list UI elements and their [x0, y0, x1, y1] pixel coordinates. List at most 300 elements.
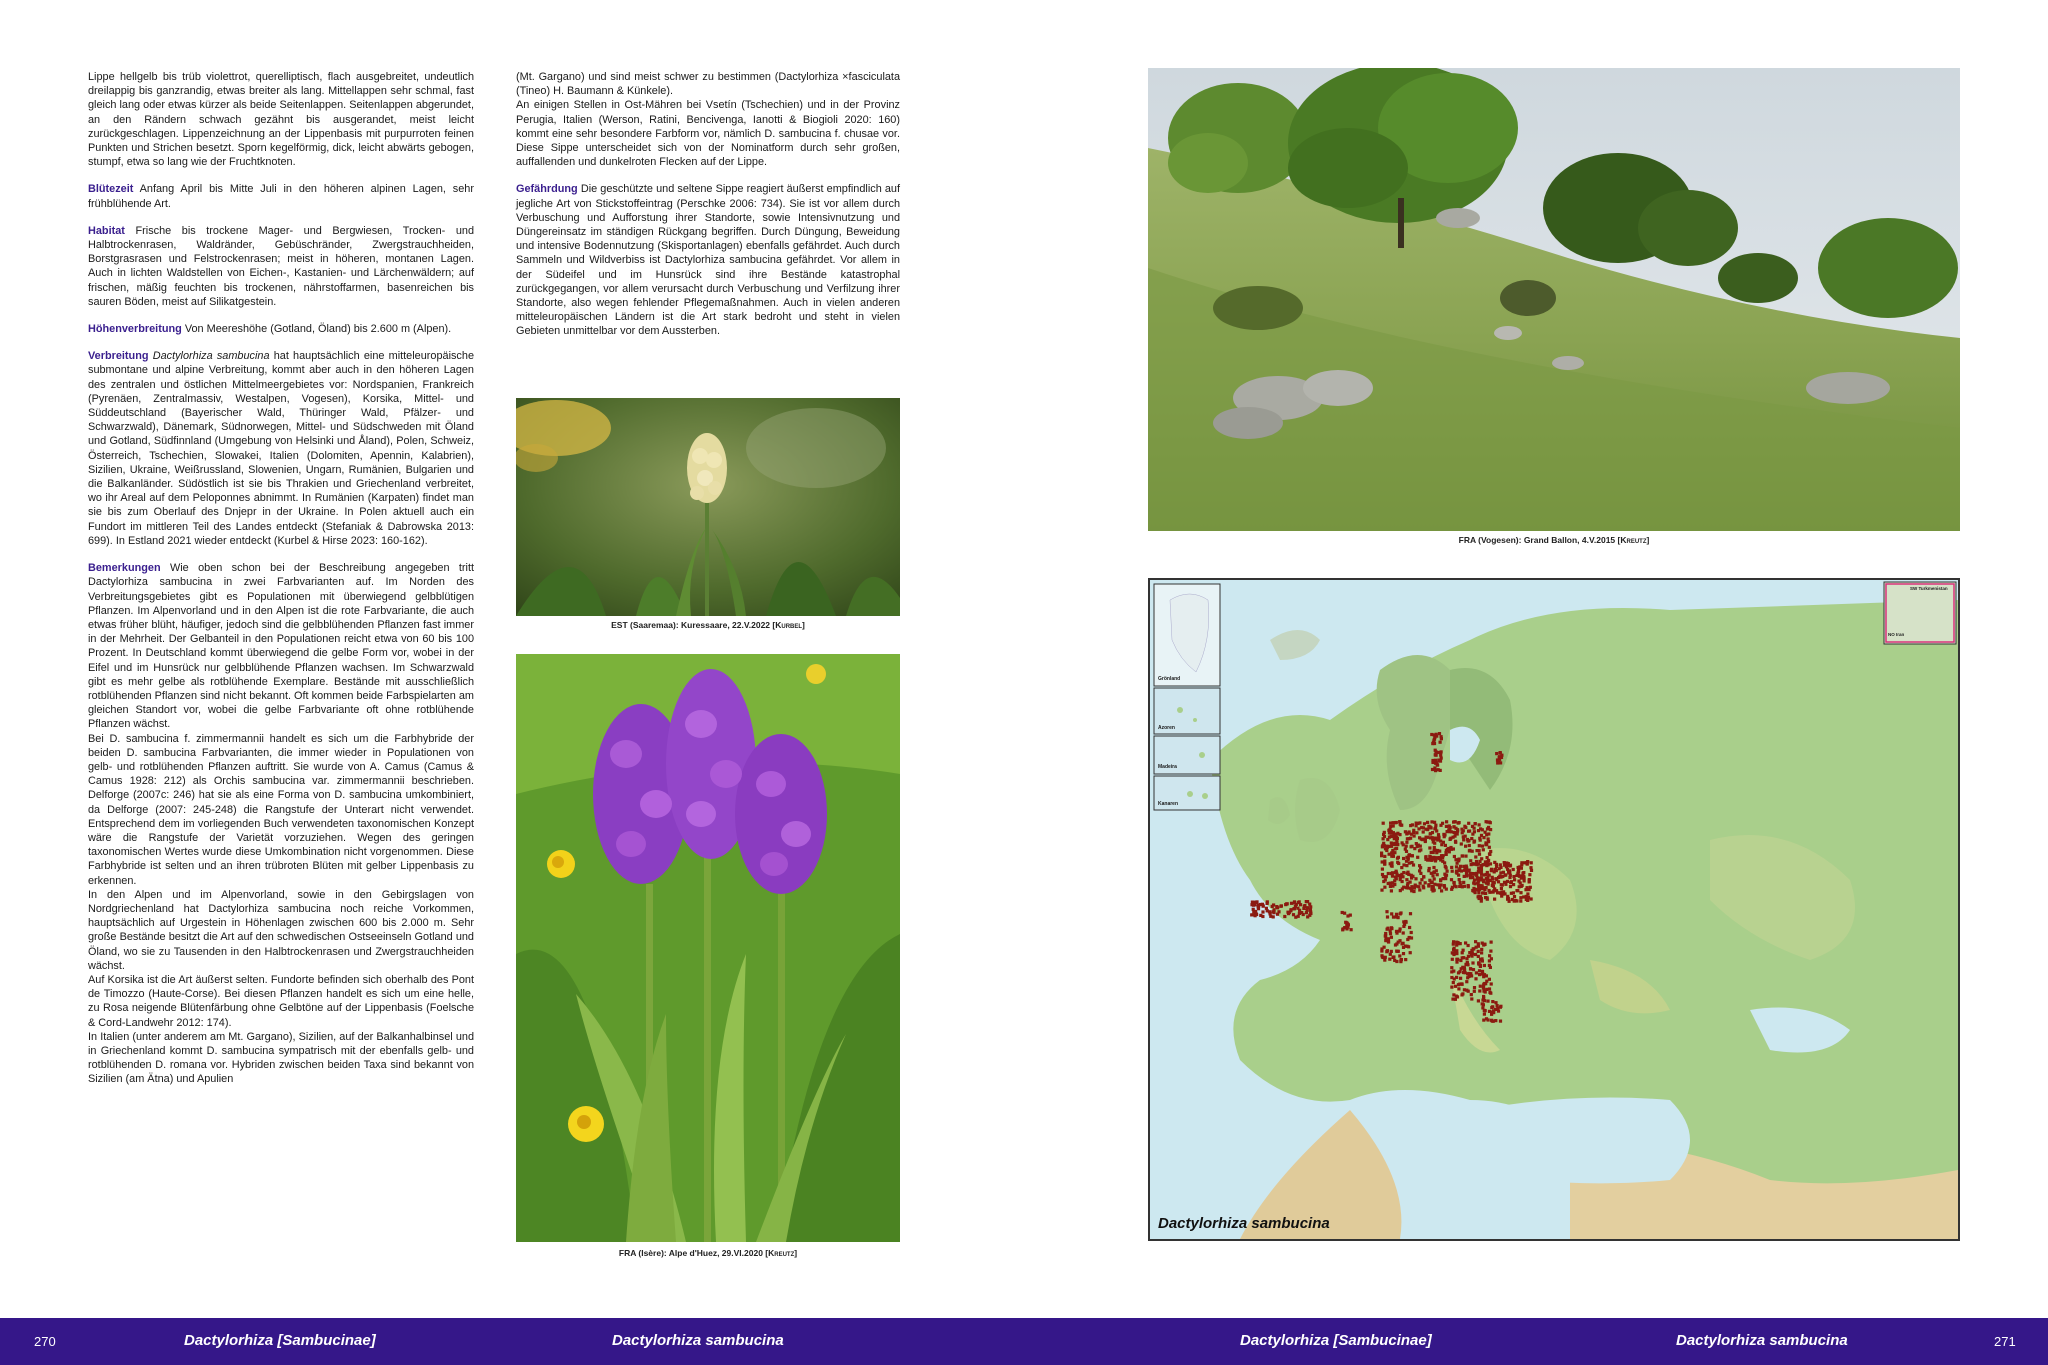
- occurrence-dot: [1458, 885, 1461, 888]
- occurrence-dot: [1279, 905, 1282, 908]
- occurrence-dot: [1482, 943, 1485, 946]
- occurrence-dot: [1457, 983, 1460, 986]
- occurrence-dot: [1512, 875, 1515, 878]
- occurrence-dot: [1519, 891, 1522, 894]
- occurrence-dot: [1467, 885, 1470, 888]
- bemerkungen-text-2: Bei D. sambucina f. zimmermannii handelt es sich um die Farbhybride der beiden D. sambucina Farbvarianten, die immer wieder in Populationen von gelb- und rotblühenden Pflanzen auftritt. Sie wurde von A. Camus (Camus & Camus 1928: 212) als Orchis sambucina var. zimmermannii beschrieben. Delforge (2007c: 246) hat sie als eine Forma von D. sambucina umkombiniert, da Delforge (2007: 245-248) die Rangstufe der Unterart nicht verwendet. Entsprechend dem im vorliegenden Buch verwendeten taxonomischen Konzept wäre die Rangstufe der Varietät vorzuziehen. Wegen des geringen taxonomischen Wertes wurde diese Umkombination nicht vorgenommen. Diese Farbhybride ist selten und an ihren trübroten Blüten mit gelber Lippenbasis zu erkennen.: [88, 732, 474, 887]
- occurrence-dot: [1383, 835, 1386, 838]
- occurrence-dot: [1381, 868, 1384, 871]
- occurrence-dot: [1522, 895, 1525, 898]
- occurrence-dot: [1451, 998, 1454, 1001]
- occurrence-dot: [1460, 828, 1463, 831]
- bluetezeit-paragraph: [88, 182, 474, 210]
- occurrence-dot: [1512, 868, 1515, 871]
- occurrence-dot: [1382, 822, 1385, 825]
- verbreitung-text: hat hauptsächlich eine mitteleuropäische submontane und alpine Verbreitung, kommt aber auch in den höheren Lagen des zentralen und östlichen Mittelmeergebietes vor: Nordspanien, Frankreich (Pyrenäen, Zentralmassiv, Westalpen, Vogesen), Korsika, Mittel- und Süddeutschland (Bayerischer Wald, Thüringer Wald, Pfälzer- und Schwarzwald), Dänemark, Südnorwegen, Mittel- und Südschweden mit Öland und Gotland, Südfinnland (Umgebung von Helsinki und Åland), Polen, Schweiz, Österreich, Tschechien, Slowakei, Italien (Dolomiten, Apennin, Kalabrien), Sizilien, Ukraine, Weißrussland, Slowenien, Ungarn, Rumänien, Bulgarien und die Balkanländer. Südöstlich ist sie bis Thrakien und Griechenland verbreitet, wo ihr Areal auf dem Peloponnes abnimmt. In Rumänien (Karpaten) findet man sie bis zum Oberlauf des Dnjepr in der Ukraine. In Polen aktuell auch ein Fundort im mittleren Teil des Landes entdeckt (Stefaniak & Dabrowska 2013: 699). In Estland 2021 wieder entdeckt (Kurbel & Hirse 2023: 160-162).: [88, 350, 474, 547]
- occurrence-dot: [1517, 871, 1520, 874]
- occurrence-dot: [1526, 862, 1529, 865]
- occurrence-dot: [1498, 758, 1501, 761]
- occurrence-dot: [1478, 844, 1481, 847]
- occurrence-dot: [1436, 873, 1439, 876]
- occurrence-dot: [1293, 907, 1296, 910]
- occurrence-dot: [1452, 948, 1455, 951]
- occurrence-dot: [1526, 892, 1529, 895]
- occurrence-dot: [1491, 1005, 1494, 1008]
- occurrence-dot: [1465, 872, 1468, 875]
- occurrence-dot: [1397, 941, 1400, 944]
- occurrence-dot: [1402, 857, 1405, 860]
- occurrence-dot: [1461, 831, 1464, 834]
- occurrence-dot: [1518, 885, 1521, 888]
- occurrence-dot: [1495, 863, 1498, 866]
- occurrence-dot: [1479, 985, 1482, 988]
- occurrence-dot: [1438, 732, 1441, 735]
- occurrence-dot: [1499, 1006, 1502, 1009]
- occurrence-dot: [1385, 910, 1388, 913]
- occurrence-dot: [1398, 954, 1401, 957]
- bluetezeit-text: Anfang April bis Mitte Juli in den höheren alpinen Lagen, sehr frühblühende Art.: [88, 183, 474, 210]
- occurrence-dot: [1481, 886, 1484, 889]
- occurrence-dot: [1469, 859, 1472, 862]
- occurrence-dot: [1476, 881, 1479, 884]
- verbreitung-heading: Verbreitung: [88, 350, 149, 363]
- occurrence-dot: [1492, 881, 1495, 884]
- occurrence-dot: [1276, 913, 1279, 916]
- occurrence-dot: [1410, 931, 1413, 934]
- occurrence-dot: [1515, 899, 1518, 902]
- occurrence-dot: [1254, 911, 1257, 914]
- occurrence-dot: [1380, 889, 1383, 892]
- occurrence-dot: [1434, 759, 1437, 762]
- occurrence-dot: [1408, 862, 1411, 865]
- occurrence-dot: [1443, 886, 1446, 889]
- occurrence-dot: [1401, 942, 1404, 945]
- occurrence-dot: [1465, 989, 1468, 992]
- occurrence-dot: [1480, 857, 1483, 860]
- occurrence-dot: [1496, 1004, 1499, 1007]
- occurrence-dot: [1464, 845, 1467, 848]
- occurrence-dot: [1478, 853, 1481, 856]
- occurrence-dot: [1433, 736, 1436, 739]
- caption-meadow: FRA (Vogesen): Grand Ballon, 4.V.2015 [Kreutz]: [1458, 535, 1650, 545]
- occurrence-dot: [1474, 940, 1477, 943]
- occurrence-dot: [1451, 958, 1454, 961]
- occurrence-dot: [1473, 840, 1476, 843]
- occurrence-dot: [1433, 877, 1436, 880]
- occurrence-dot: [1477, 999, 1480, 1002]
- gefaehrdung-heading: Gefährdung: [516, 183, 578, 196]
- occurrence-dot: [1424, 881, 1427, 884]
- occurrence-dot: [1509, 885, 1512, 888]
- occurrence-dot: [1391, 885, 1394, 888]
- occurrence-dot: [1488, 959, 1491, 962]
- occurrence-dot: [1475, 971, 1478, 974]
- occurrence-dot: [1418, 888, 1421, 891]
- occurrence-dot: [1480, 951, 1483, 954]
- occurrence-dot: [1406, 837, 1409, 840]
- occurrence-dot: [1470, 873, 1473, 876]
- occurrence-dot: [1386, 949, 1389, 952]
- occurrence-dot: [1434, 824, 1437, 827]
- occurrence-dot: [1461, 854, 1464, 857]
- occurrence-dot: [1383, 855, 1386, 858]
- occurrence-dot: [1450, 966, 1453, 969]
- occurrence-dot: [1433, 846, 1436, 849]
- occurrence-dot: [1513, 895, 1516, 898]
- occurrence-dot: [1422, 830, 1425, 833]
- text-column-2: [516, 70, 900, 352]
- occurrence-dot: [1437, 833, 1440, 836]
- occurrence-dot: [1465, 980, 1468, 983]
- occurrence-dot: [1489, 862, 1492, 865]
- occurrence-dot: [1405, 850, 1408, 853]
- occurrence-dot: [1478, 969, 1481, 972]
- occurrence-dot: [1397, 862, 1400, 865]
- occurrence-dot: [1484, 896, 1487, 899]
- occurrence-dot: [1396, 837, 1399, 840]
- occurrence-dot: [1442, 841, 1445, 844]
- occurrence-dot: [1382, 880, 1385, 883]
- occurrence-dot: [1410, 889, 1413, 892]
- occurrence-dot: [1411, 823, 1414, 826]
- occurrence-dot: [1475, 863, 1478, 866]
- occurrence-dot: [1471, 833, 1474, 836]
- footer-species-right: Dactylorhiza sambucina: [1676, 1332, 1848, 1349]
- occurrence-dot: [1455, 949, 1458, 952]
- occurrence-dot: [1265, 907, 1268, 910]
- occurrence-dot: [1493, 887, 1496, 890]
- occurrence-dot: [1530, 861, 1533, 864]
- verbreitung-species: Dactylorhiza sambucina: [152, 350, 270, 363]
- occurrence-dot: [1461, 966, 1464, 969]
- occurrence-dot: [1289, 908, 1292, 911]
- occurrence-dot: [1341, 911, 1344, 914]
- occurrence-dot: [1462, 881, 1465, 884]
- occurrence-dot: [1392, 824, 1395, 827]
- occurrence-dot: [1433, 821, 1436, 824]
- farbform-text: An einigen Stellen in Ost-Mähren bei Vsetín (Tschechien) und in der Provinz Perugia, Italien (Werson, Ratini, Bencivenga, Ianotti & Biogioli 2020: 160) kommt eine sehr besondere Farbform vor, nämlich D. sambucina f. chusae vor. Diese Sippe unterscheidet sich von der Nominatform durch sehr großen, auffallenden und dunkelroten Flecken auf der Lippe.: [516, 99, 900, 169]
- occurrence-dot: [1342, 927, 1345, 930]
- occurrence-dot: [1309, 905, 1312, 908]
- occurrence-dot: [1455, 961, 1458, 964]
- occurrence-dot: [1494, 877, 1497, 880]
- occurrence-dot: [1498, 875, 1501, 878]
- occurrence-dot: [1429, 859, 1432, 862]
- occurrence-dot: [1406, 945, 1409, 948]
- occurrence-dot: [1415, 824, 1418, 827]
- occurrence-dot: [1409, 912, 1412, 915]
- occurrence-dot: [1482, 879, 1485, 882]
- occurrence-dot: [1464, 826, 1467, 829]
- occurrence-dot: [1512, 883, 1515, 886]
- occurrence-dot: [1408, 936, 1411, 939]
- occurrence-dot: [1506, 880, 1509, 883]
- occurrence-dot: [1509, 864, 1512, 867]
- occurrence-dot: [1396, 857, 1399, 860]
- occurrence-dot: [1508, 876, 1511, 879]
- verbreitung-paragraph: [88, 349, 474, 548]
- continuation-text: (Mt. Gargano) und sind meist schwer zu bestimmen (Dactylorhiza ×fasciculata (Tineo) H. Baumann & Künkele).: [516, 71, 900, 98]
- occurrence-dot: [1515, 889, 1518, 892]
- occurrence-dot: [1347, 923, 1350, 926]
- occurrence-dot: [1475, 946, 1478, 949]
- occurrence-dot: [1410, 854, 1413, 857]
- occurrence-dot: [1381, 860, 1384, 863]
- occurrence-dot: [1380, 852, 1383, 855]
- bemerkungen-text-3: In den Alpen und im Alpenvorland, sowie in den Gebirgslagen von Nordgriechenland hat Dactylorhiza sambucina noch reiche Vorkommen, hauptsächlich auf Urgestein in Höhenlagen zwischen 600 bis 2.000 m. Sehr große Bestände besitzt die Art auf den schwedischen Ostseeinseln Gotland und Öland, wo sie zu Tausenden in den Halbtrockenrasen und Zwergstrauchheiden wächst.: [88, 888, 474, 972]
- occurrence-dot: [1426, 836, 1429, 839]
- occurrence-dot: [1422, 885, 1425, 888]
- occurrence-dot: [1395, 913, 1398, 916]
- occurrence-dot: [1402, 886, 1405, 889]
- occurrence-dot: [1452, 981, 1455, 984]
- occurrence-dot: [1409, 951, 1412, 954]
- occurrence-dot: [1482, 984, 1485, 987]
- occurrence-dot: [1414, 877, 1417, 880]
- occurrence-dot: [1395, 833, 1398, 836]
- occurrence-dot: [1386, 915, 1389, 918]
- occurrence-dot: [1433, 827, 1436, 830]
- occurrence-dot: [1387, 872, 1390, 875]
- occurrence-dot: [1454, 841, 1457, 844]
- occurrence-dot: [1462, 835, 1465, 838]
- occurrence-dot: [1427, 825, 1430, 828]
- occurrence-dot: [1404, 958, 1407, 961]
- occurrence-dot: [1475, 872, 1478, 875]
- occurrence-dot: [1439, 769, 1442, 772]
- occurrence-dot: [1466, 962, 1469, 965]
- photo-meadow-grand-ballon: [1148, 68, 1960, 531]
- occurrence-dot: [1451, 870, 1454, 873]
- occurrence-dot: [1432, 866, 1435, 869]
- photo-purple-orchid: [516, 654, 900, 1242]
- occurrence-dot: [1427, 884, 1430, 887]
- occurrence-dot: [1440, 757, 1443, 760]
- occurrence-dot: [1487, 832, 1490, 835]
- gefaehrdung-paragraph: [516, 182, 900, 338]
- occurrence-dot: [1445, 874, 1448, 877]
- occurrence-dot: [1483, 973, 1486, 976]
- occurrence-dot: [1457, 971, 1460, 974]
- occurrence-dot: [1398, 820, 1401, 823]
- occurrence-dot: [1455, 871, 1458, 874]
- occurrence-dot: [1473, 986, 1476, 989]
- occurrence-dot: [1261, 910, 1264, 913]
- occurrence-dot: [1500, 887, 1503, 890]
- occurrence-dot: [1486, 1000, 1489, 1003]
- distribution-map: [1148, 578, 1960, 1241]
- occurrence-dot: [1391, 842, 1394, 845]
- occurrence-dot: [1251, 901, 1254, 904]
- occurrence-dot: [1508, 900, 1511, 903]
- occurrence-dot: [1444, 865, 1447, 868]
- occurrence-dot: [1481, 845, 1484, 848]
- occurrence-dot: [1268, 910, 1271, 913]
- occurrence-dot: [1450, 866, 1453, 869]
- occurrence-dot: [1421, 838, 1424, 841]
- occurrence-dot: [1391, 881, 1394, 884]
- occurrence-dot: [1252, 908, 1255, 911]
- occurrence-dot: [1439, 760, 1442, 763]
- occurrence-dot: [1470, 955, 1473, 958]
- occurrence-dot: [1401, 880, 1404, 883]
- occurrence-dot: [1490, 982, 1493, 985]
- occurrence-dot: [1426, 821, 1429, 824]
- occurrence-dot: [1482, 891, 1485, 894]
- occurrence-dot: [1515, 874, 1518, 877]
- occurrence-dot: [1497, 880, 1500, 883]
- occurrence-dot: [1496, 891, 1499, 894]
- occurrence-dot: [1488, 846, 1491, 849]
- occurrence-dot: [1388, 836, 1391, 839]
- occurrence-dot: [1459, 977, 1462, 980]
- bemerkungen-heading: Bemerkungen: [88, 562, 161, 575]
- occurrence-dot: [1488, 874, 1491, 877]
- occurrence-dot: [1477, 950, 1480, 953]
- occurrence-dot: [1402, 843, 1405, 846]
- occurrence-dot: [1434, 849, 1437, 852]
- caption-purple-orchid: FRA (Isère): Alpe d'Huez, 29.VI.2020 [Kreutz]: [618, 1248, 798, 1258]
- occurrence-dot: [1453, 825, 1456, 828]
- occurrence-dot: [1457, 859, 1460, 862]
- occurrence-dot: [1495, 752, 1498, 755]
- occurrence-dot: [1303, 905, 1306, 908]
- occurrence-dot: [1261, 915, 1264, 918]
- occurrence-dot: [1293, 901, 1296, 904]
- occurrence-dot: [1412, 863, 1415, 866]
- inset-label-azoren: Azoren: [1158, 725, 1175, 731]
- occurrence-dot: [1505, 864, 1508, 867]
- occurrence-dot: [1475, 849, 1478, 852]
- bemerkungen-text-4: Auf Korsika ist die Art äußerst selten. Fundorte befinden sich oberhalb des Pont de Timozzo (Haute-Corse). Bei diesen Pflanzen handelt es sich um eine helle, zu Rosa neigende Blütenfärbung ohne Gelbtöne auf der Lippenbasis (Foelsche & Cord-Landwehr 2012: 174).: [88, 973, 474, 1029]
- occurrence-dot: [1471, 961, 1474, 964]
- inset-label-groenland: Grönland: [1158, 676, 1181, 682]
- occurrence-dot: [1523, 879, 1526, 882]
- occurrence-dot: [1510, 892, 1513, 895]
- occurrence-dot: [1440, 737, 1443, 740]
- occurrence-dot: [1454, 985, 1457, 988]
- occurrence-dot: [1414, 885, 1417, 888]
- occurrence-dot: [1507, 897, 1510, 900]
- occurrence-dot: [1481, 828, 1484, 831]
- footer-species-left: Dactylorhiza sambucina: [612, 1332, 784, 1349]
- habitat-heading: Habitat: [88, 224, 125, 237]
- bemerkungen-paragraph: [88, 561, 474, 731]
- occurrence-dot: [1431, 874, 1434, 877]
- occurrence-dot: [1446, 870, 1449, 873]
- occurrence-dot: [1418, 821, 1421, 824]
- occurrence-dot: [1386, 845, 1389, 848]
- occurrence-dot: [1398, 833, 1401, 836]
- footer-genus-right: Dactylorhiza [Sambucinae]: [1240, 1332, 1432, 1349]
- occurrence-dot: [1460, 993, 1463, 996]
- occurrence-dot: [1460, 982, 1463, 985]
- occurrence-dot: [1477, 891, 1480, 894]
- occurrence-dot: [1490, 941, 1493, 944]
- occurrence-dot: [1383, 946, 1386, 949]
- occurrence-dot: [1387, 938, 1390, 941]
- occurrence-dot: [1482, 848, 1485, 851]
- occurrence-dot: [1415, 842, 1418, 845]
- occurrence-dot: [1489, 966, 1492, 969]
- occurrence-dot: [1458, 867, 1461, 870]
- occurrence-dot: [1480, 867, 1483, 870]
- occurrence-dot: [1474, 953, 1477, 956]
- occurrence-dot: [1500, 895, 1503, 898]
- occurrence-dot: [1474, 822, 1477, 825]
- occurrence-dot: [1390, 864, 1393, 867]
- occurrence-dot: [1395, 847, 1398, 850]
- occurrence-dot: [1432, 856, 1435, 859]
- occurrence-dot: [1464, 941, 1467, 944]
- occurrence-dot: [1499, 761, 1502, 764]
- occurrence-dot: [1456, 828, 1459, 831]
- bemerkungen-text-5: In Italien (unter anderem am Mt. Gargano), Sizilien, auf der Balkanhalbinsel und in Griechenland kommt D. sambucina sympatrisch mit der ebenfalls gelb- und rotblühenden D. romana vor. Hybriden zwischen beiden Taxa sind bekannt von Sizilien (am Ätna) und Apulien: [88, 1030, 474, 1086]
- occurrence-dot: [1285, 902, 1288, 905]
- occurrence-dot: [1486, 827, 1489, 830]
- hoehen-text: Von Meereshöhe (Gotland, Öland) bis 2.600 m (Alpen).: [184, 323, 452, 336]
- occurrence-dot: [1272, 915, 1275, 918]
- occurrence-dot: [1488, 891, 1491, 894]
- occurrence-dot: [1491, 1011, 1494, 1014]
- occurrence-dot: [1438, 856, 1441, 859]
- occurrence-dot: [1450, 970, 1453, 973]
- occurrence-dot: [1394, 943, 1397, 946]
- occurrence-dot: [1445, 853, 1448, 856]
- occurrence-dot: [1389, 953, 1392, 956]
- occurrence-dot: [1452, 993, 1455, 996]
- occurrence-dot: [1407, 873, 1410, 876]
- occurrence-dot: [1410, 876, 1413, 879]
- hoehen-heading: Höhenverbreitung: [88, 323, 182, 336]
- occurrence-dot: [1489, 821, 1492, 824]
- occurrence-dot: [1429, 832, 1432, 835]
- occurrence-dot: [1406, 884, 1409, 887]
- inset-label-sw-turkmenistan: SW Turkmenistan: [1910, 586, 1948, 591]
- occurrence-dot: [1297, 901, 1300, 904]
- bluetezeit-heading: Blütezeit: [88, 183, 134, 196]
- occurrence-dot: [1292, 913, 1295, 916]
- occurrence-dot: [1384, 934, 1387, 937]
- occurrence-dot: [1433, 883, 1436, 886]
- inset-label-kanaren: Kanaren: [1158, 801, 1179, 807]
- occurrence-dot: [1455, 952, 1458, 955]
- occurrence-dot: [1468, 844, 1471, 847]
- occurrence-dot: [1511, 898, 1514, 901]
- occurrence-dot: [1480, 834, 1483, 837]
- occurrence-dot: [1478, 897, 1481, 900]
- occurrence-dot: [1444, 877, 1447, 880]
- occurrence-dot: [1413, 847, 1416, 850]
- occurrence-dot: [1440, 750, 1443, 753]
- occurrence-dot: [1482, 996, 1485, 999]
- occurrence-dot: [1382, 844, 1385, 847]
- occurrence-dot: [1491, 876, 1494, 879]
- occurrence-dot: [1305, 911, 1308, 914]
- occurrence-dot: [1468, 849, 1471, 852]
- occurrence-dot: [1481, 1002, 1484, 1005]
- occurrence-dot: [1527, 896, 1530, 899]
- occurrence-dot: [1451, 886, 1454, 889]
- occurrence-dot: [1385, 875, 1388, 878]
- occurrence-dot: [1433, 766, 1436, 769]
- occurrence-dot: [1396, 950, 1399, 953]
- occurrence-dot: [1445, 820, 1448, 823]
- occurrence-dot: [1478, 989, 1481, 992]
- occurrence-dot: [1308, 914, 1311, 917]
- occurrence-dot: [1528, 888, 1531, 891]
- occurrence-dot: [1484, 1009, 1487, 1012]
